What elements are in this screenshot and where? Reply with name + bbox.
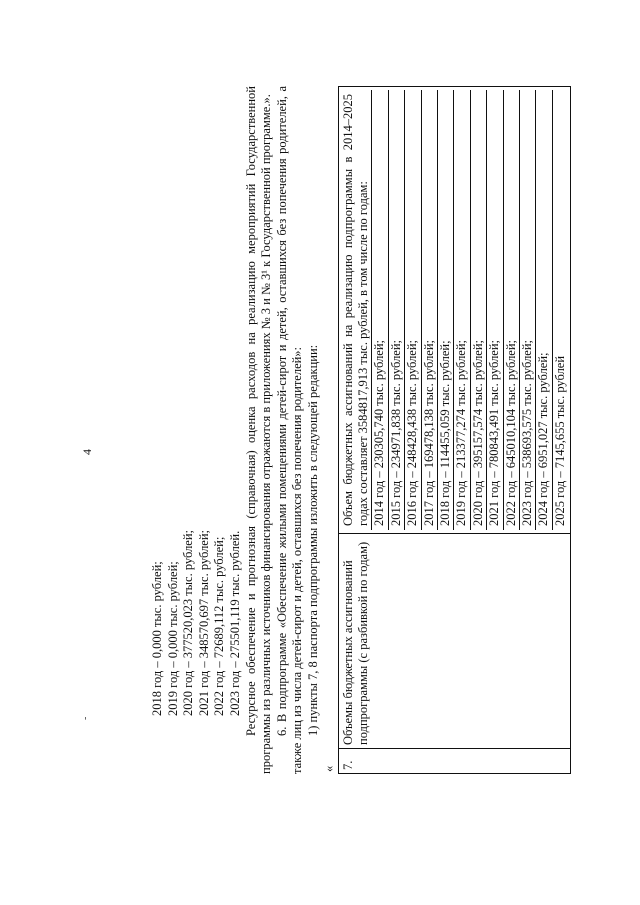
budget-year-line: 2024 год – 6951,027 тыс. рублей; xyxy=(535,90,551,530)
rotated-sheet xyxy=(70,72,570,832)
document-body xyxy=(150,86,570,774)
resources-paragraph: Ресурсное обеспечение и прогнозная (справочная) оценка расходов на реализацию мероприятий Государственной программы из различных источников финансирования отражаются в приложениях № 3 и № 3¹ к Государственной программе.». xyxy=(243,86,274,774)
section-6-paragraph: 6. В подпрограмме «Обеспечение жилыми помещениями детей-сирот и детей, оставшихся без попечения родителей, а также лиц из числа детей-сирот и детей, оставшихся без попечения родителей»: xyxy=(274,86,305,774)
funding-year-line: 2021 год – 348570,697 тыс. рублей; xyxy=(196,529,211,716)
budget-year-line: 2014 год – 230305,740 тыс. рублей; xyxy=(371,90,387,530)
budget-year-line: 2018 год – 114455,059 тыс. рублей; xyxy=(437,90,453,530)
row-value xyxy=(338,87,571,534)
budget-year-line: 2019 год – 213377,274 тыс. рублей; xyxy=(453,90,469,530)
budget-year-line: 2017 год – 169478,138 тыс. рублей; xyxy=(421,90,437,530)
table-row xyxy=(338,87,571,774)
scan-mark: - xyxy=(80,716,91,720)
row-name: Объемы бюджетных ассигнований подпрограммы (с разбивкой по годам) xyxy=(338,534,571,749)
funding-year-line: 2023 год – 275501,119 тыс. рублей. xyxy=(227,530,242,716)
funding-years-list xyxy=(150,86,244,774)
passport-table xyxy=(338,86,572,774)
funding-year-line: 2018 год – 0,000 тыс. рублей; xyxy=(150,561,164,716)
items-paragraph: 1) пункты 7, 8 паспорта подпрограммы изложить в следующей редакции: xyxy=(305,344,320,736)
funding-year-line: 2019 год – 0,000 тыс. рублей; xyxy=(165,561,180,716)
opening-quote: « xyxy=(321,765,336,772)
budget-year-line: 2015 год – 234971,838 тыс. рублей; xyxy=(388,90,404,530)
budget-year-line: 2021 год – 780843,491 тыс. рублей; xyxy=(486,90,502,530)
budget-year-line: 2022 год – 645010,104 тыс. рублей; xyxy=(503,90,519,530)
budget-year-line: 2020 год – 395157,574 тыс. рублей; xyxy=(470,90,486,530)
row-number: 7. xyxy=(338,749,571,774)
budget-year-line: 2016 год – 248428,438 тыс. рублей; xyxy=(404,90,420,530)
budget-intro: Объем бюджетных ассигнований на реализацию подпрограммы в 2014–2025 годах составляет 3584817,913 тыс. рублей, в том числе по годам: xyxy=(340,94,370,526)
budget-year-line: 2023 год – 538693,575 тыс. рублей; xyxy=(519,90,535,530)
budget-year-line: 2025 год – 7145,655 тыс. рублей xyxy=(552,90,568,530)
funding-year-line: 2020 год – 377520,023 тыс. рублей; xyxy=(181,529,196,716)
funding-year-line: 2022 год – 72689,112 тыс. рублей; xyxy=(212,536,227,716)
page-number: 4 xyxy=(80,449,94,455)
